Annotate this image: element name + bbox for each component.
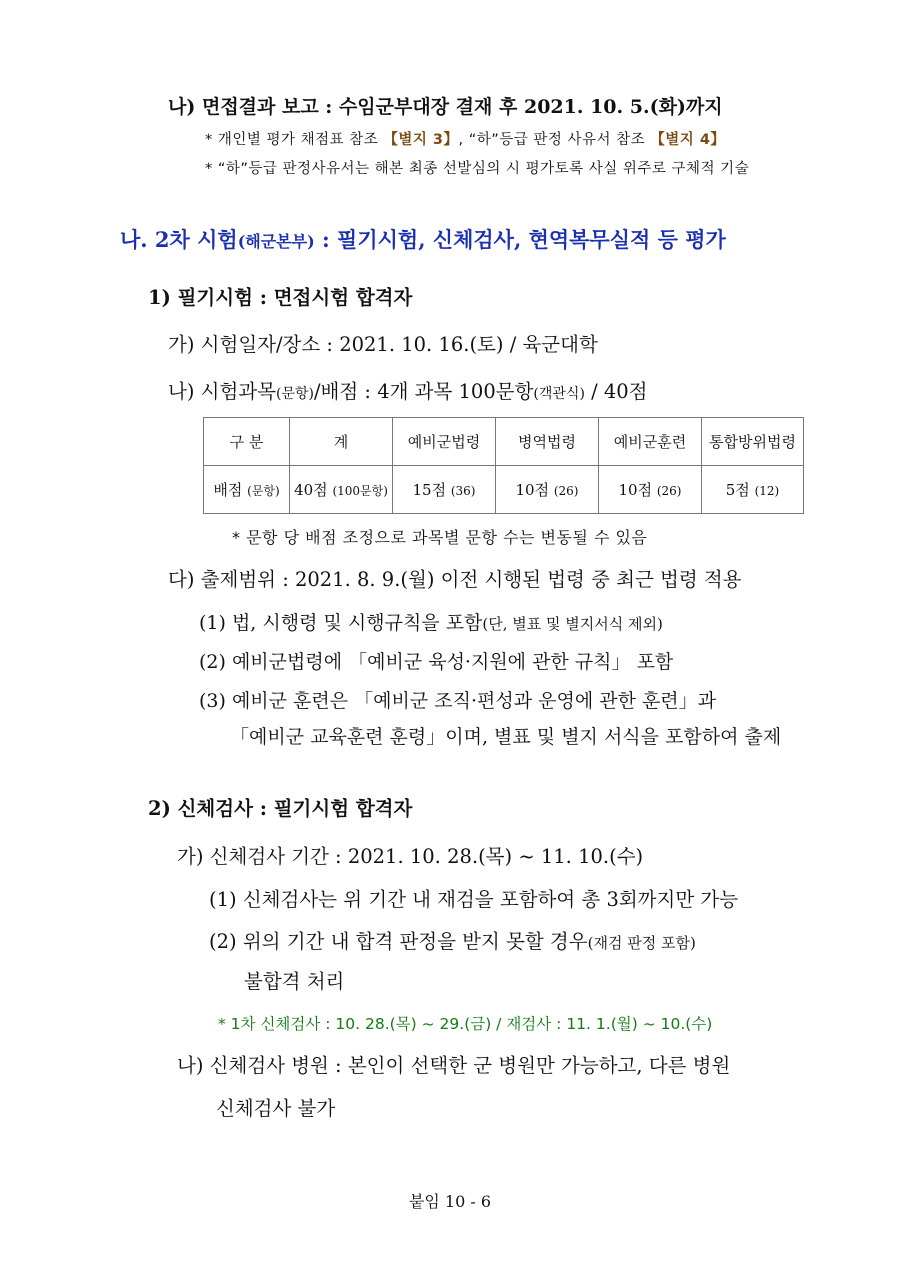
table-header-cell: 계: [290, 418, 393, 466]
exam-date-place: 가) 시험일자/장소 : 2021. 10. 16.(토) / 육군대학: [168, 333, 598, 356]
table-cell: 10점 (26): [599, 466, 702, 514]
table-header-cell: 구 분: [204, 418, 290, 466]
physical-item-2: (2) 위의 기간 내 합격 판정을 받지 못할 경우(재검 판정 포함): [209, 930, 696, 953]
physical-exam-period: 가) 신체검사 기간 : 2021. 10. 28.(목) ~ 11. 10.(수): [177, 845, 644, 868]
table-header-row: [204, 418, 804, 466]
page-number: 붙임 10 - 6: [408, 1192, 492, 1211]
table-row-label: 배점 (문항): [204, 466, 290, 514]
annex-ref-4: 【별지 4】: [650, 132, 726, 148]
scope-item-1: (1) 법, 시행령 및 시행규칙을 포함(단, 별표 및 별지서식 제외): [199, 612, 663, 634]
physical-exam-hospital: 나) 신체검사 병원 : 본인이 선택한 군 병원만 가능하고, 다른 병원: [177, 1054, 731, 1077]
physical-exam-hospital-cont: 신체검사 불가: [216, 1097, 336, 1120]
note-reason-sheet: * “하”등급 판정사유서는 해본 최종 선발심의 시 평가토록 사실 위주로 구체적 기술: [205, 161, 750, 177]
table-cell: 10점 (26): [496, 466, 599, 514]
table-row: [204, 466, 804, 514]
section-heading-2nd-exam: 나. 2차 시험(해군본부) : 필기시험, 신체검사, 현역복무실적 등 평가: [120, 227, 726, 252]
annex-ref-3: 【별지 3】: [383, 132, 459, 148]
score-table: [203, 417, 804, 514]
scope-item-3-cont: 「예비군 교육훈련 훈령」이며, 별표 및 별지 서식을 포함하여 출제: [230, 726, 782, 748]
physical-schedule-note: * 1차 신체검사 : 10. 28.(목) ~ 29.(금) / 재검사 : 11. 1.(월) ~ 10.(수): [218, 1015, 713, 1033]
exam-subjects-scoring: 나) 시험과목(문항)/배점 : 4개 과목 100문항(객관식) / 40점: [168, 380, 648, 403]
exam-scope: 다) 출제범위 : 2021. 8. 9.(월) 이전 시행된 법령 중 최근 법령 적용: [168, 568, 742, 591]
table-cell: 40점 (100문항): [290, 466, 393, 514]
scope-item-2: (2) 예비군법령에 「예비군 육성·지원에 관한 규칙」 포함: [199, 651, 674, 673]
table-note: * 문항 당 배점 조정으로 과목별 문항 수는 변동될 수 있음: [232, 528, 648, 547]
physical-item-1: (1) 신체검사는 위 기간 내 재검을 포함하여 총 3회까지만 가능: [209, 888, 739, 911]
table-header-cell: 예비군훈련: [599, 418, 702, 466]
physical-item-2-cont: 불합격 처리: [244, 970, 345, 993]
subsection-written-exam: 1) 필기시험 : 면접시험 합격자: [148, 286, 413, 309]
table-cell: 15점 (36): [393, 466, 496, 514]
table-header-cell: 통합방위법령: [702, 418, 804, 466]
interview-report-line: 나) 면접결과 보고 : 수임군부대장 결재 후 2021. 10. 5.(화)까지: [168, 96, 723, 118]
note-scoring-sheet: * 개인별 평가 채점표 참조 【별지 3】, “하”등급 판정 사유서 참조 【별지 4】: [205, 132, 726, 148]
subsection-physical-exam: 2) 신체검사 : 필기시험 합격자: [148, 797, 413, 820]
table-header-cell: 병역법령: [496, 418, 599, 466]
table-header-cell: 예비군법령: [393, 418, 496, 466]
scope-item-3: (3) 예비군 훈련은 「예비군 조직·편성과 운영에 관한 훈련」과: [199, 690, 717, 712]
table-cell: 5점 (12): [702, 466, 804, 514]
